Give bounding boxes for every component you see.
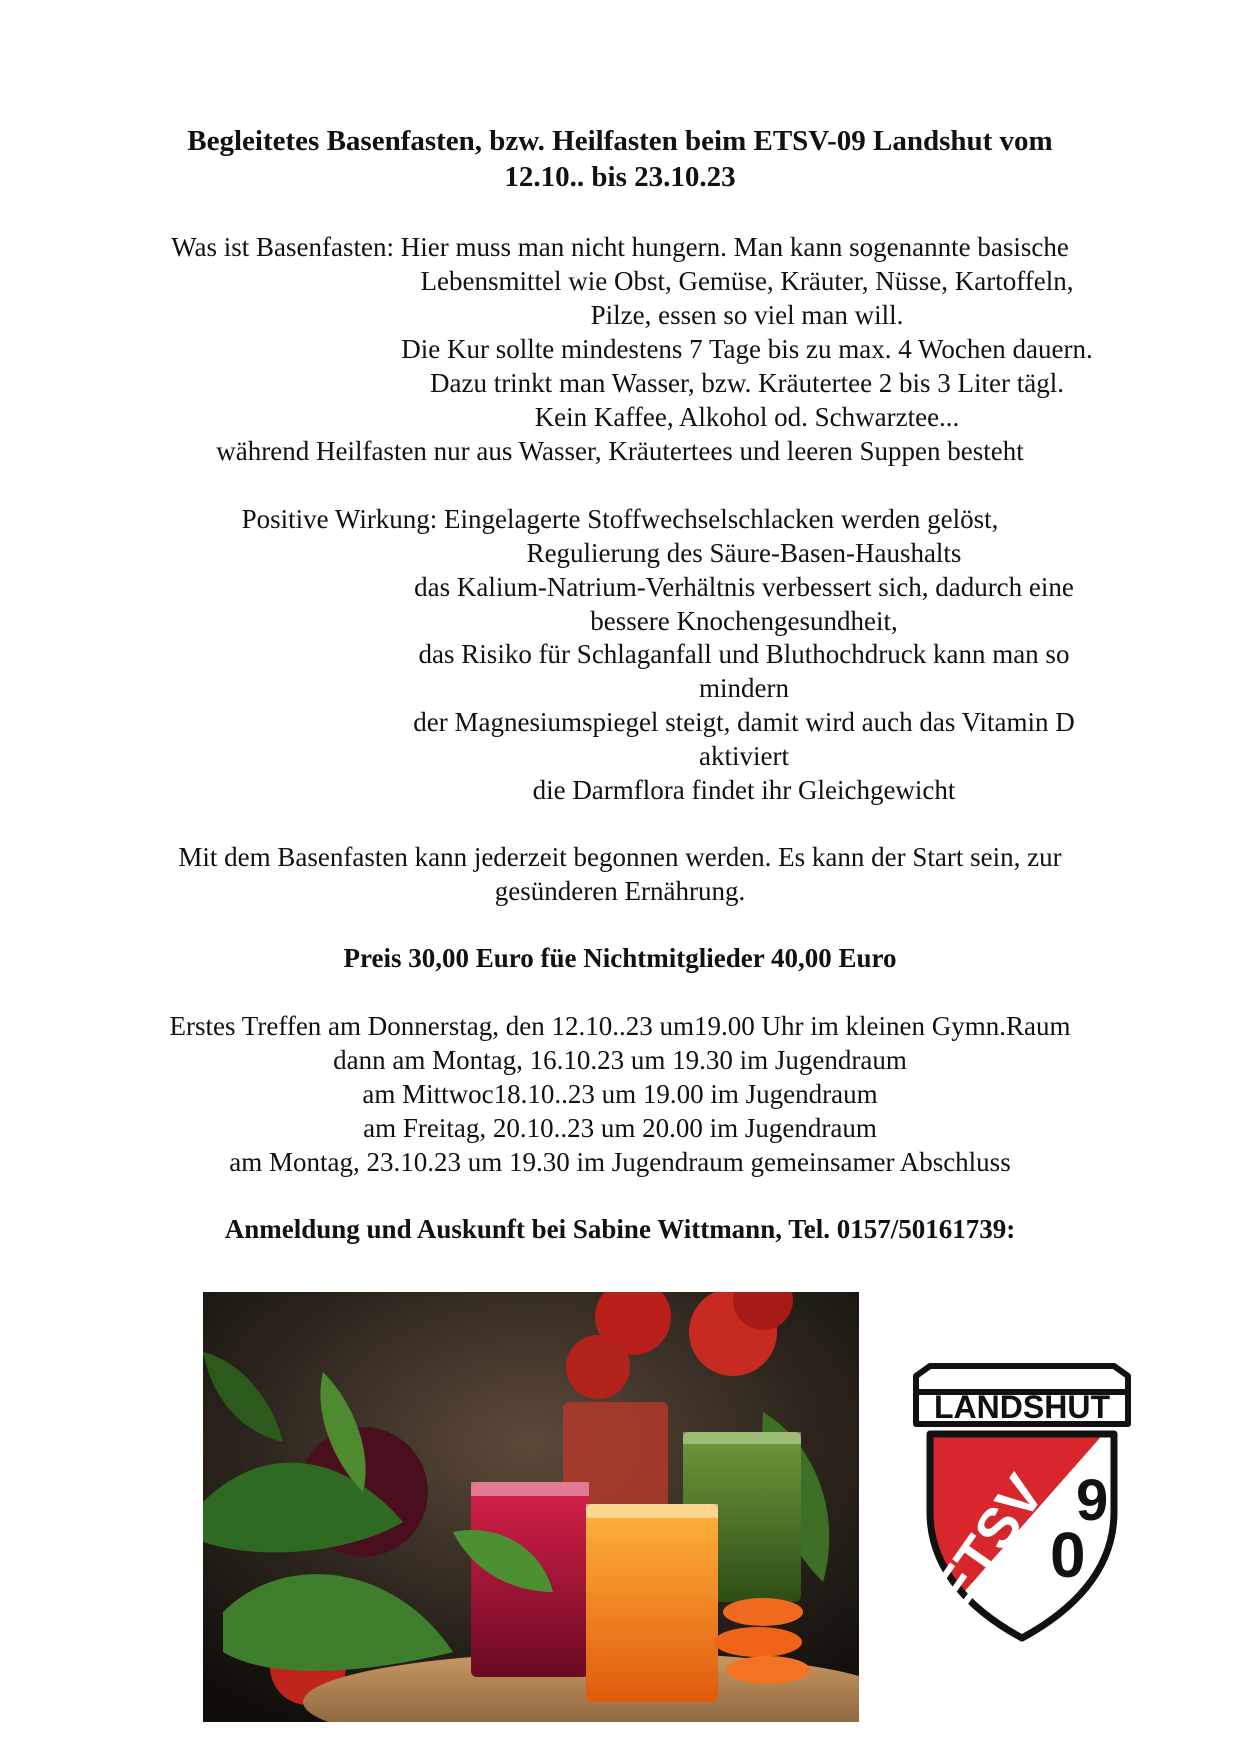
schedule-line: am Mittwoc18.10..23 um 19.00 im Jugendraum (362, 1079, 878, 1109)
etsv-logo (900, 1362, 1144, 1646)
basenfasten-line: Die Kur sollte mindestens 7 Tage bis zu max. 4 Wochen dauern. (401, 334, 1093, 364)
wirkung-line: aktiviert (699, 741, 789, 771)
basenfasten-line: Kein Kaffee, Alkohol od. Schwarztee... (534, 402, 960, 432)
wirkung-line: bessere Knochengesundheit, (590, 606, 898, 636)
wirkung-line: Positive Wirkung: Eingelagerte Stoffwechselschlacken werden gelöst, (241, 504, 999, 534)
title-line-1: Begleitetes Basenfasten, bzw. Heilfasten beim ETSV-09 Landshut vom (187, 125, 1053, 157)
basenfasten-line: Was ist Basenfasten: Hier muss man nicht hungern. Man kann sogenannte basische (171, 232, 1069, 262)
schedule-line: Erstes Treffen am Donnerstag, den 12.10..23 um19.00 Uhr im kleinen Gymn.Raum (169, 1011, 1071, 1041)
juices-illustration (203, 1292, 859, 1722)
contact-text: Anmeldung und Auskunft bei Sabine Wittmann, Tel. 0157/50161739: (224, 1214, 1016, 1244)
wirkung-line: das Kalium-Natrium-Verhältnis verbessert sich, dadurch eine (414, 572, 1074, 602)
wirkung-line: das Risiko für Schlaganfall und Bluthochdruck kann man so (418, 639, 1070, 669)
price-text: Preis 30,00 Euro füe Nichtmitglieder 40,00 Euro (343, 943, 897, 973)
vegetable-juices-photo (203, 1292, 859, 1722)
schedule-line: am Freitag, 20.10..23 um 20.00 im Jugendraum (363, 1113, 877, 1143)
basenfasten-line: Pilze, essen so viel man will. (590, 300, 904, 330)
schedule-line: am Montag, 23.10.23 um 19.30 im Jugendraum gemeinsamer Abschluss (229, 1147, 1011, 1177)
schedule-line: dann am Montag, 16.10.23 um 19.30 im Jugendraum (333, 1045, 907, 1075)
start-line: Mit dem Basenfasten kann jederzeit begonnen werden. Es kann der Start sein, zur (178, 842, 1062, 872)
etsv-shield-icon (900, 1362, 1144, 1646)
basenfasten-line: Lebensmittel wie Obst, Gemüse, Kräuter, Nüsse, Kartoffeln, (420, 266, 1074, 296)
svg-text:0: 0 (1050, 1519, 1086, 1591)
basenfasten-line: während Heilfasten nur aus Wasser, Kräutertees und leeren Suppen besteht (216, 436, 1024, 466)
wirkung-line: mindern (699, 673, 789, 703)
svg-text:LANDSHUT: LANDSHUT (934, 1389, 1110, 1425)
basenfasten-line: Dazu trinkt man Wasser, bzw. Kräutertee 2 bis 3 Liter tägl. (429, 368, 1065, 398)
wirkung-line: Regulierung des Säure-Basen-Haushalts (526, 538, 962, 568)
logo-club-text: ETSV (920, 1463, 1056, 1620)
wirkung-line: der Magnesiumspiegel steigt, damit wird auch das Vitamin D (413, 707, 1075, 737)
start-line: gesünderen Ernährung. (494, 876, 746, 906)
svg-text:9: 9 (1076, 1468, 1109, 1533)
wirkung-line: die Darmflora findet ihr Gleichgewicht (532, 775, 956, 805)
title-line-2: 12.10.. bis 23.10.23 (504, 161, 736, 193)
